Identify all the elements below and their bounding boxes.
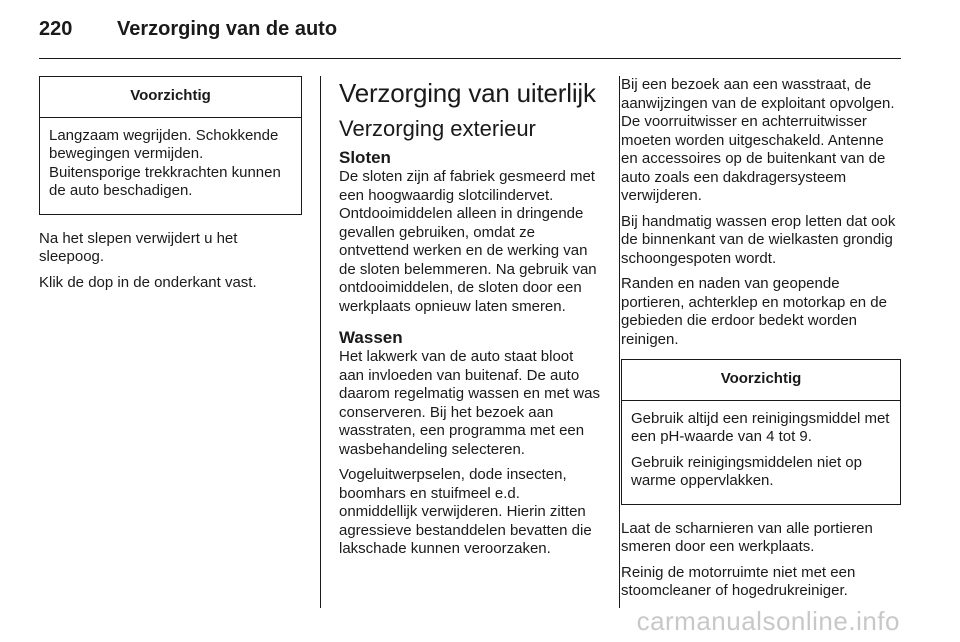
topic-heading-locks: Sloten: [339, 148, 391, 167]
paragraph: Bij handmatig wassen erop letten dat ook de binnenkant van de wielkasten grondig schoongespoten wordt.: [621, 212, 896, 267]
paragraph: De sloten zijn af fabriek gesmeerd met een hoogwaardig slotcilindervet. Ontdooimiddelen alleen in dringende gevallen gebruiken, omdat ze ontvettend werken en de werking van de sloten belemmeren. Na gebruik van ontdooimiddelen, de sloten door een werkplaats opnieuw laten smeren.: [339, 168, 597, 315]
caution-text: Langzaam wegrijden. Schokkende bewegingen vermijden. Buitensporige trekkrachten kunnen de auto beschadigen.: [49, 126, 281, 199]
paragraph: Klik de dop in de onderkant vast.: [39, 273, 257, 291]
column-3: [621, 76, 901, 608]
caution-title: Voorzichtig: [40, 77, 301, 118]
page-number: 220: [39, 18, 73, 40]
chapter-title: Verzorging van de auto: [117, 18, 338, 40]
paragraph: Vogeluitwerpselen, dode insecten, boomhars en stuifmeel e.d. onmiddellijk verwijderen. Hierin zitten agressieve bestanddelen bevatten die lakschade kunnen veroorzaken.: [339, 466, 592, 557]
caution-title: Voorzichtig: [622, 360, 900, 401]
header-divider: [39, 58, 901, 59]
caution-text: Gebruik reinigingsmiddelen niet op warme oppervlakken.: [631, 453, 862, 489]
caution-box: [621, 359, 901, 505]
paragraph: Laat de scharnieren van alle portieren smeren door een werkplaats.: [621, 519, 873, 555]
section-heading: Verzorging van uiterlijk: [339, 78, 596, 108]
paragraph: Bij een bezoek aan een wasstraat, de aanwijzingen van de exploitant opvolgen. De voorruitwisser en achterruitwisser moeten worden uitgeschakeld. Antenne en accessoires op de buitenkant van de auto zoals een dakdragersysteem verwijderen.: [621, 76, 895, 204]
column-divider-1: [320, 76, 321, 608]
topic-heading-wash: Wassen: [339, 328, 403, 347]
paragraph: Reinig de motorruimte niet met een stoomcleaner of hogedrukreiniger.: [621, 563, 856, 599]
subsection-heading: Verzorging exterieur: [339, 116, 536, 141]
watermark: carmanualsonline.info: [636, 606, 900, 636]
caution-text: Gebruik altijd een reinigingsmiddel met een pH-waarde van 4 tot 9.: [631, 409, 890, 445]
paragraph: Na het slepen verwijdert u het sleepoog.: [39, 229, 238, 265]
column-1: [39, 76, 302, 299]
page-header: [39, 18, 337, 50]
column-2: [339, 76, 602, 566]
column-divider-2: [619, 76, 620, 608]
paragraph: Randen en naden van geopende portieren, achterklep en motorkap en de gebieden die erdoor bedekt worden reinigen.: [621, 275, 887, 348]
caution-box: [39, 76, 302, 215]
paragraph: Het lakwerk van de auto staat bloot aan invloeden van buitenaf. De auto daarom regelmatig wassen en met was conserveren. Bij het bezoek aan wasstraten, een programma met een wasbehandeling selecteren.: [339, 348, 600, 458]
